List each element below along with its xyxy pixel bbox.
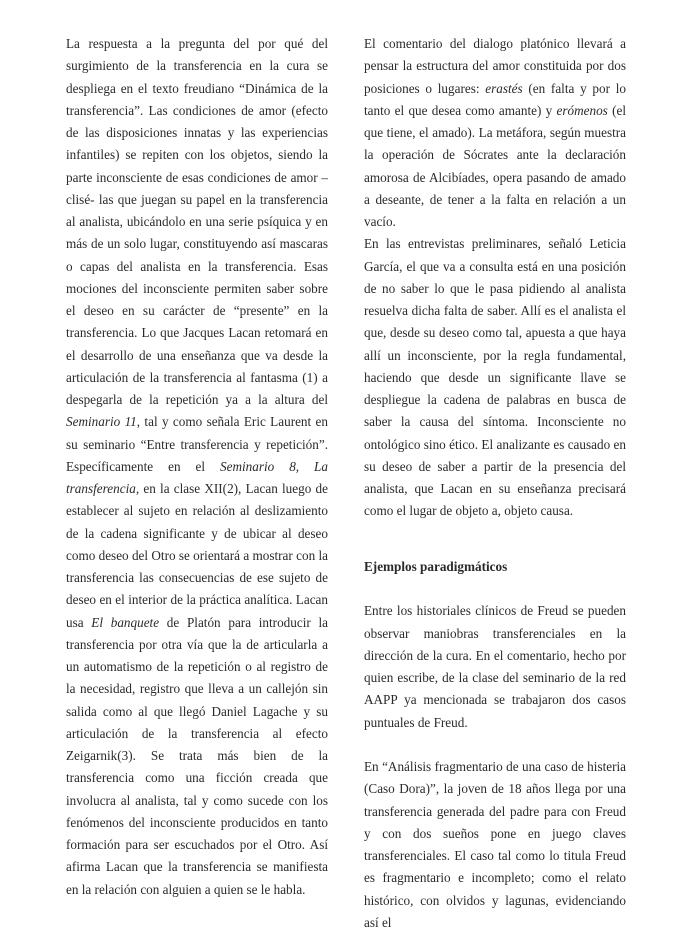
italic-el-banquete: El banquete xyxy=(91,614,160,630)
section-heading: Ejemplos paradigmáticos xyxy=(364,558,508,574)
paragraph-dialogo-platonico: El comentario del dialogo platónico llevará a pensar la estructura del amor constituida por dos posiciones o lugares: erastés (en falta y por lo tanto el que desea como amante) y erómenos (el que tiene, el amado). La metáfora, según muestra la operación de Sócrates ante la declaración amorosa de Alcibíades, opera pasando de amado a deseante, de tener a la falta en relación a un vacío. xyxy=(364,36,626,229)
paragraph-caso-dora: En “Análisis fragmentario de una caso de histeria (Caso Dora)”, la joven de 18 años llega por una transferencia generada del padre para con Freud y con dos sueños pone en juego claves transferenciales. El caso tal como lo titula Freud es fragmentario e incompleto; como el relato histórico, con olvidos y lagunas, evidenciando así el xyxy=(364,759,626,930)
paragraph-entrevistas-preliminares: En las entrevistas preliminares, señaló Leticia García, el que va a consulta está en una posición de no saber lo que le pasa pidiendo al analista resuelva dicha falta de saber. Allí es el analista el que, desde su deseo como tal, apuesta a que haya allí un inconsciente, por la regla fundamental, haciendo que desde un significante llave se despliegue la cadena de palabras en busca de saber la causa del síntoma. Inconsciente no ontológico sino ético. El analizante es causado en su deseo de saber a partir de la presencia del analista, que Lacan en su enseñanza precisará como el lugar de objeto a, objeto causa. xyxy=(364,236,626,519)
italic-eromenos: erómenos xyxy=(556,102,608,118)
paragraph-historiales-clinicos: Entre los historiales clínicos de Freud se pueden observar maniobras transferenciales en la dirección de la cura. En el comentario, hecho por quien escribe, de la clase del seminario de la red AAPP ya mencionada se trabajaron dos casos puntuales de Freud. xyxy=(364,603,626,730)
italic-seminario-8: Seminario 8, La transferencia, xyxy=(66,458,328,496)
italic-erastes: erastés xyxy=(485,80,523,96)
right-column xyxy=(364,33,626,934)
paragraph-transferencia-dinamica: La respuesta a la pregunta del por qué del surgimiento de la transferencia en la cura se despliega en el texto freudiano “Dinámica de la transferencia”. Las condiciones de amor (efecto de las disposiciones innatas y las experiencias infantiles) se repiten con los objetos, siendo la parte inconsciente de esas condiciones de amor –clisé- las que juegan su papel en la transferencia al analista, ubicándolo en una serie psíquica y en más de un solo lugar, constituyendo así mascaras o capas del analista en la transferencia. Esas mociones del inconsciente permiten saber sobre el deseo en su carácter de “presente” en la transferencia. Lo que Jacques Lacan retomará en el desarrollo de una enseñanza que va desde la articulación de la transferencia al fantasma (1) a despegarla de la repetición ya a la altura del Seminario 11, tal y como señala Eric Laurent en su seminario “Entre transferencia y repetición”. Específicamente en el Seminario 8, La transferencia, en la clase XII(2), Lacan luego de establecer al sujeto en relación al deslizamiento de la cadena significante y de ubicar al deseo como deseo del Otro se orientará a mostrar con la transferencia las consecuencias de ese sujeto de deseo en el interior de la práctica analítica. Lacan usa El banquete de Platón para introducir la transferencia por otra vía que la de articularla a un automatismo de la repetición o al registro de la necesidad, registro que lleva a un callejón sin salida como al que llegó Daniel Lagache y su articulación de la transferencia al efecto Zeigarnik(3). Se trata más bien de la transferencia como una ficción creada que involucra al analista, tal y como sucede con los fenómenos del inconsciente producidos en tanto formación para ser escuchados por el Otro. Así afirma Lacan que la transferencia se manifiesta en la relación con alguien a quien se le habla. xyxy=(66,36,328,897)
italic-seminario-11: Seminario 11 xyxy=(66,414,137,430)
left-column xyxy=(66,33,328,901)
